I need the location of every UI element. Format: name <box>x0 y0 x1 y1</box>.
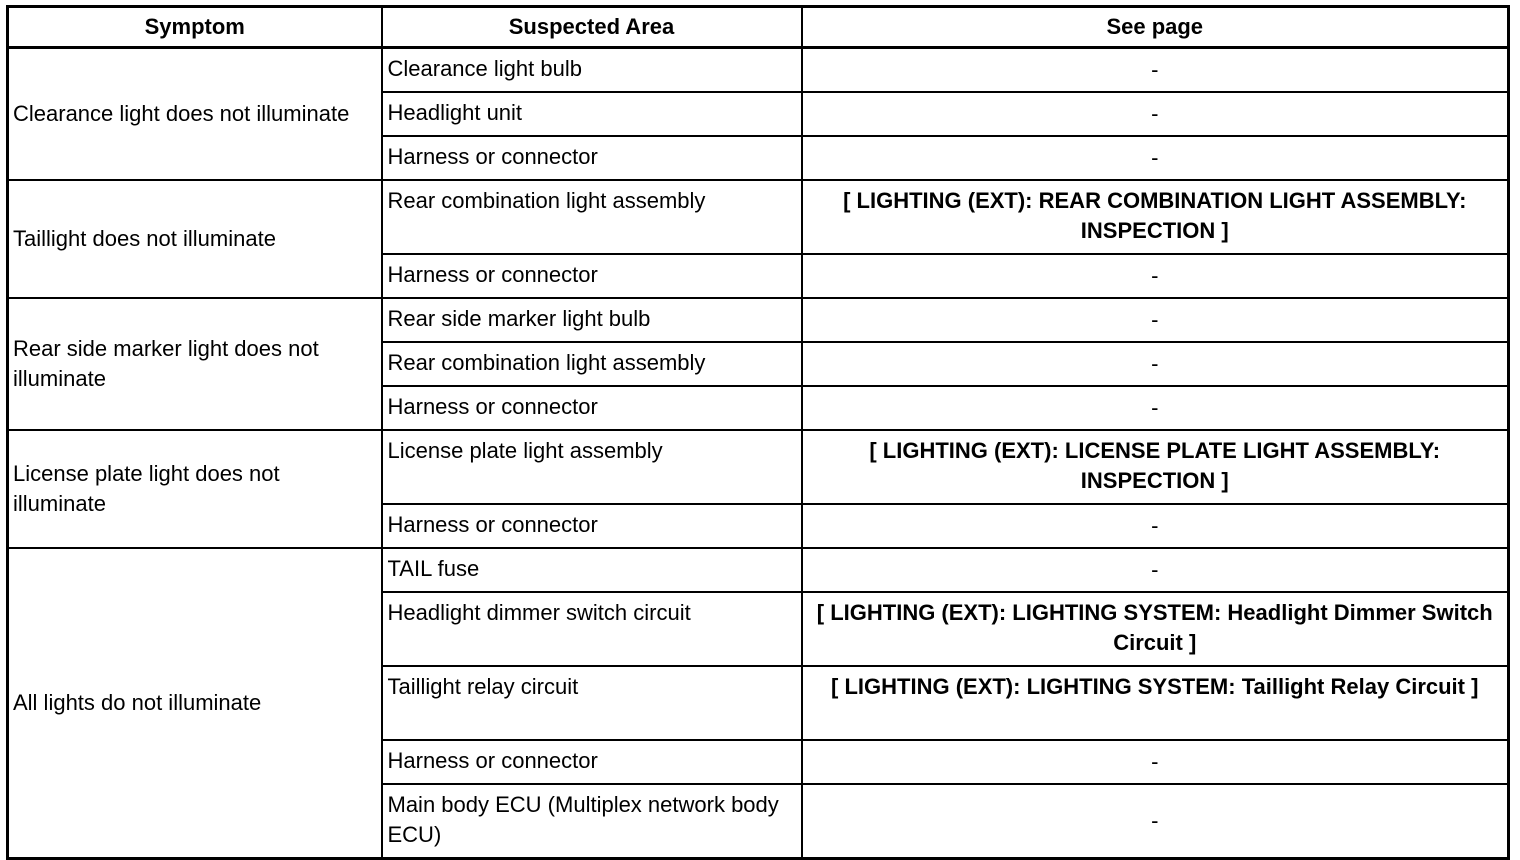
header-see-page: See page <box>802 7 1509 48</box>
see-page-cell: - <box>802 342 1509 386</box>
table-row <box>8 180 1509 254</box>
symptom-cell: All lights do not illuminate <box>8 548 382 859</box>
see-page-link[interactable]: [ LIGHTING (EXT): LICENSE PLATE LIGHT ASSEMBLY: INSPECTION ] <box>802 430 1509 504</box>
suspected-area-cell: License plate light assembly <box>382 430 802 504</box>
suspected-area-cell: Rear combination light assembly <box>382 180 802 254</box>
symptom-cell: License plate light does not illuminate <box>8 430 382 548</box>
see-page-cell: - <box>802 386 1509 430</box>
see-page-cell: - <box>802 136 1509 180</box>
suspected-area-cell: Harness or connector <box>382 740 802 784</box>
symptom-table <box>6 5 1510 860</box>
table-row <box>8 298 1509 342</box>
suspected-area-cell: TAIL fuse <box>382 548 802 592</box>
suspected-area-cell: Harness or connector <box>382 504 802 548</box>
header-symptom: Symptom <box>8 7 382 48</box>
header-suspected-area: Suspected Area <box>382 7 802 48</box>
see-page-cell: - <box>802 298 1509 342</box>
suspected-area-cell: Rear combination light assembly <box>382 342 802 386</box>
see-page-cell: - <box>802 48 1509 93</box>
see-page-cell: - <box>802 504 1509 548</box>
see-page-cell: - <box>802 548 1509 592</box>
symptom-cell: Clearance light does not illuminate <box>8 48 382 181</box>
suspected-area-cell: Harness or connector <box>382 254 802 298</box>
suspected-area-cell: Headlight unit <box>382 92 802 136</box>
troubleshooting-table-container <box>6 5 1510 860</box>
see-page-cell: - <box>802 254 1509 298</box>
suspected-area-cell: Harness or connector <box>382 386 802 430</box>
suspected-area-cell: Harness or connector <box>382 136 802 180</box>
see-page-cell: - <box>802 784 1509 859</box>
suspected-area-cell: Main body ECU (Multiplex network body ECU) <box>382 784 802 859</box>
suspected-area-cell: Taillight relay circuit <box>382 666 802 740</box>
table-row <box>8 548 1509 592</box>
suspected-area-cell: Headlight dimmer switch circuit <box>382 592 802 666</box>
suspected-area-cell: Rear side marker light bulb <box>382 298 802 342</box>
suspected-area-cell: Clearance light bulb <box>382 48 802 93</box>
see-page-cell: - <box>802 92 1509 136</box>
table-row <box>8 48 1509 93</box>
see-page-link[interactable]: [ LIGHTING (EXT): REAR COMBINATION LIGHT ASSEMBLY: INSPECTION ] <box>802 180 1509 254</box>
symptom-cell: Rear side marker light does not illuminate <box>8 298 382 430</box>
table-row <box>8 430 1509 504</box>
header-row <box>8 7 1509 48</box>
see-page-link[interactable]: [ LIGHTING (EXT): LIGHTING SYSTEM: Headlight Dimmer Switch Circuit ] <box>802 592 1509 666</box>
symptom-cell: Taillight does not illuminate <box>8 180 382 298</box>
see-page-link[interactable]: [ LIGHTING (EXT): LIGHTING SYSTEM: Taillight Relay Circuit ] <box>802 666 1509 740</box>
see-page-cell: - <box>802 740 1509 784</box>
